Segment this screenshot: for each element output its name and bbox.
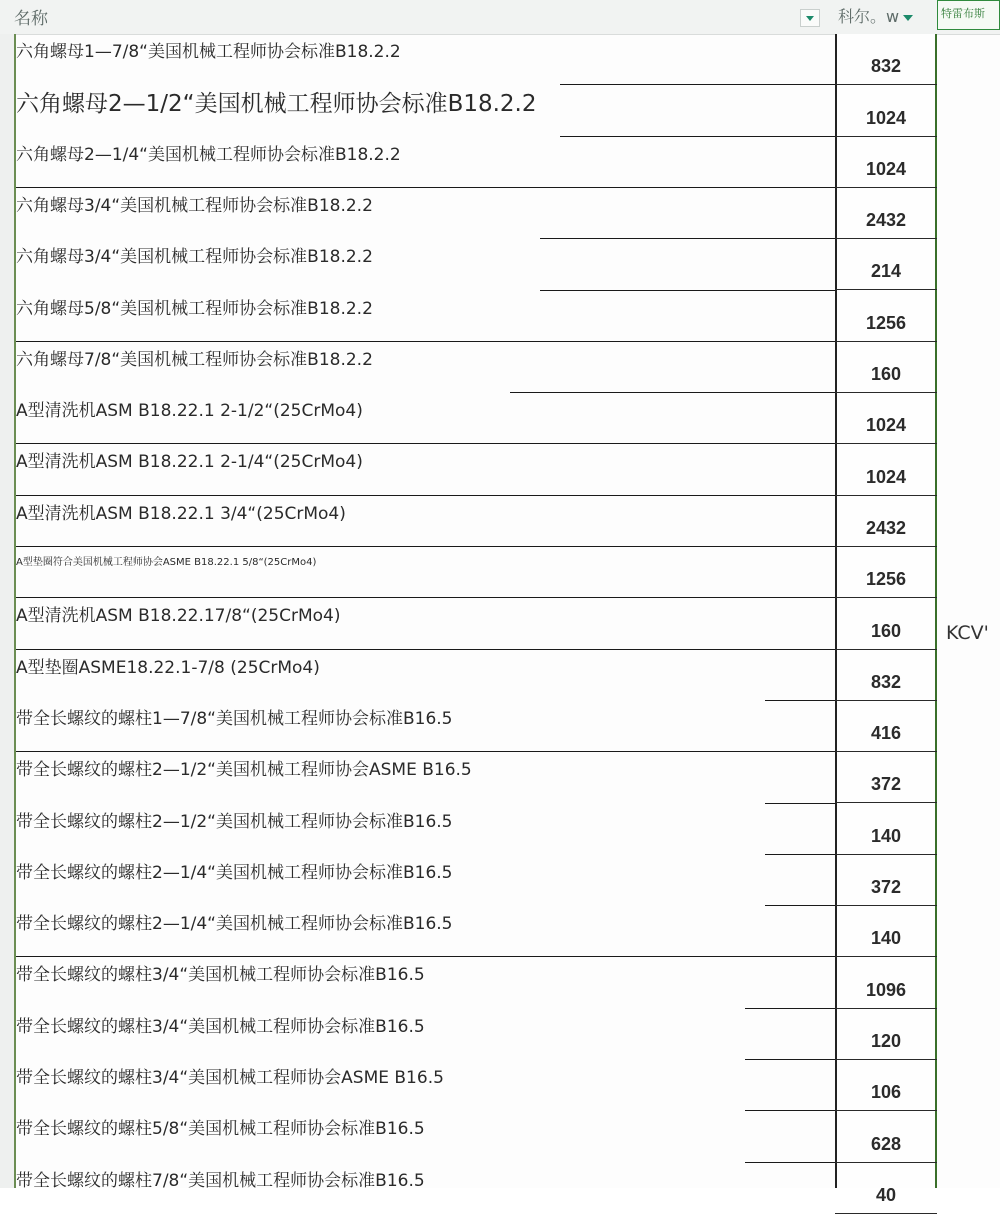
column-header-name[interactable]: 名称 [14, 9, 48, 29]
quantity-filter-dropdown-icon[interactable] [903, 15, 913, 21]
table-row[interactable] [16, 239, 936, 290]
row-divider [560, 84, 835, 85]
row-quantity-cell[interactable] [835, 855, 937, 906]
row-name-cell[interactable]: 六角螺母2—1/4“美国机械工程师协会标准B18.2.2 [16, 144, 401, 165]
row-quantity-cell[interactable] [835, 650, 937, 701]
row-quantity-cell[interactable] [835, 239, 937, 290]
row-quantity-cell[interactable] [835, 752, 937, 803]
quantity-value: 1024 [865, 466, 907, 487]
quantity-value: 372 [870, 877, 902, 898]
table-row[interactable] [16, 650, 936, 701]
row-quantity-cell[interactable] [835, 906, 937, 957]
quantity-value: 628 [870, 1133, 902, 1154]
name-filter-dropdown-icon[interactable] [800, 9, 820, 27]
table-row[interactable] [16, 1060, 936, 1111]
row-divider [560, 136, 835, 137]
row-name-cell[interactable]: 六角螺母1—7/8“美国机械工程师协会标准B18.2.2 [16, 42, 401, 62]
quantity-value: 140 [870, 825, 902, 846]
row-name-cell[interactable]: A型清洗机ASM B18.22.1 2-1/2“(25CrMo4) [16, 401, 363, 422]
row-quantity-cell[interactable] [835, 701, 937, 752]
row-name-cell[interactable]: A型清洗机ASM B18.22.1 2-1/4“(25CrMo4) [16, 452, 363, 473]
table-row[interactable] [16, 1009, 936, 1060]
quantity-value: 832 [870, 56, 902, 77]
row-quantity-cell[interactable] [835, 444, 937, 495]
row-name-cell[interactable]: 带全长螺纹的螺柱3/4“美国机械工程师协会标准B16.5 [16, 1016, 425, 1037]
row-name-cell[interactable]: 六角螺母3/4“美国机械工程师协会标准B18.2.2 [16, 247, 373, 268]
column-header-row [0, 0, 1000, 35]
table-row[interactable] [16, 34, 936, 85]
row-quantity-cell[interactable] [835, 547, 937, 598]
row-quantity-cell[interactable] [835, 85, 937, 136]
quantity-value: 1256 [865, 312, 907, 333]
row-divider [16, 443, 835, 444]
row-quantity-cell[interactable] [835, 188, 937, 239]
row-name-cell[interactable]: 带全长螺纹的螺柱2—1/2“美国机械工程师协会ASME B16.5 [16, 760, 472, 781]
quantity-value: 160 [870, 364, 902, 385]
row-name-cell[interactable]: 带全长螺纹的螺柱5/8“美国机械工程师协会标准B16.5 [16, 1119, 425, 1140]
column-header-extra[interactable]: 特雷布斯 [937, 0, 1000, 30]
row-quantity-cell[interactable] [835, 137, 937, 188]
row-quantity-cell[interactable] [835, 1060, 937, 1111]
row-divider [765, 803, 835, 804]
row-name-cell[interactable]: A型垫圈符合美国机械工程师协会ASME B18.22.1 5/8“(25CrMo4) [16, 557, 317, 568]
row-name-cell[interactable]: 带全长螺纹的螺柱3/4“美国机械工程师协会ASME B16.5 [16, 1068, 444, 1088]
quantity-value: 1096 [865, 979, 907, 1000]
row-divider [16, 597, 835, 598]
row-quantity-cell[interactable] [835, 1111, 937, 1162]
quantity-value: 2432 [865, 210, 907, 231]
row-name-cell[interactable]: 带全长螺纹的螺柱2—1/2“美国机械工程师协会标准B16.5 [16, 811, 453, 832]
row-gutter [0, 34, 14, 1188]
table-row[interactable] [16, 1163, 936, 1214]
row-divider [765, 854, 835, 855]
row-divider [540, 290, 835, 291]
row-divider [16, 495, 835, 496]
quantity-value: 1024 [865, 415, 907, 436]
row-quantity-cell[interactable] [835, 1163, 937, 1214]
row-quantity-cell[interactable] [835, 496, 937, 547]
quantity-value: 160 [870, 620, 902, 641]
table-row[interactable] [16, 752, 936, 803]
row-name-cell[interactable]: 六角螺母2—1/2“美国机械工程师协会标准B18.2.2 [16, 91, 537, 118]
row-name-cell[interactable]: 六角螺母7/8“美国机械工程师协会标准B18.2.2 [16, 349, 373, 370]
table-row[interactable] [16, 804, 936, 855]
row-divider [16, 649, 835, 650]
quantity-value: 1024 [865, 158, 907, 179]
row-name-cell[interactable]: 带全长螺纹的螺柱1—7/8“美国机械工程师协会标准B16.5 [16, 708, 453, 729]
row-quantity-cell[interactable] [835, 34, 937, 85]
table-row[interactable] [16, 496, 936, 547]
row-divider [765, 700, 835, 701]
table-row[interactable] [16, 1111, 936, 1162]
row-divider [16, 341, 835, 342]
table-row[interactable] [16, 855, 936, 906]
table-row[interactable] [16, 957, 936, 1008]
table-row[interactable] [16, 701, 936, 752]
table-row[interactable] [16, 85, 936, 136]
quantity-value: 2432 [865, 517, 907, 538]
table-row[interactable] [16, 342, 936, 393]
row-name-cell[interactable]: A型垫圈ASME18.22.1-7/8 (25CrMo4) [16, 657, 320, 678]
row-quantity-cell[interactable] [835, 291, 937, 342]
row-name-cell[interactable]: 带全长螺纹的螺柱2—1/4“美国机械工程师协会标准B16.5 [16, 862, 453, 883]
column-header-quantity[interactable] [838, 4, 913, 27]
quantity-header-label: 科尔。w [838, 7, 900, 26]
quantity-value: 1256 [865, 569, 907, 590]
row-divider [16, 751, 835, 752]
row-name-cell[interactable]: A型清洗机ASM B18.22.1 3/4“(25CrMo4) [16, 503, 346, 524]
row-quantity-cell[interactable] [835, 342, 937, 393]
row-name-cell[interactable]: 带全长螺纹的螺柱7/8“美国机械工程师协会标准B16.5 [16, 1170, 425, 1191]
quantity-value: 106 [870, 1082, 902, 1103]
side-column-text: KCV' [946, 622, 989, 644]
row-divider [745, 1059, 835, 1060]
quantity-value: 1024 [865, 107, 907, 128]
table-row[interactable] [16, 188, 936, 239]
row-name-cell[interactable]: 六角螺母3/4“美国机械工程师协会标准B18.2.2 [16, 195, 373, 216]
table-row[interactable] [16, 393, 936, 444]
quantity-value: 372 [870, 774, 902, 795]
row-divider [745, 1008, 835, 1009]
quantity-value: 140 [870, 928, 902, 949]
quantity-value: 214 [870, 261, 902, 282]
table-row[interactable] [16, 547, 936, 598]
quantity-value: 40 [875, 1184, 897, 1205]
row-name-cell[interactable]: 六角螺母5/8“美国机械工程师协会标准B18.2.2 [16, 298, 373, 319]
row-quantity-cell[interactable] [835, 804, 937, 855]
row-divider [510, 392, 835, 393]
table-row[interactable] [16, 291, 936, 342]
row-name-cell[interactable]: A型清洗机ASM B18.22.17/8“(25CrMo4) [16, 606, 341, 627]
row-divider [16, 956, 835, 957]
row-quantity-cell[interactable] [835, 957, 937, 1008]
row-quantity-cell[interactable] [835, 1009, 937, 1060]
row-divider [745, 1110, 835, 1111]
row-divider [16, 546, 835, 547]
row-quantity-cell[interactable] [835, 598, 937, 649]
row-quantity-cell[interactable] [835, 393, 937, 444]
quantity-value: 416 [870, 723, 902, 744]
table-row[interactable] [16, 137, 936, 188]
quantity-value: 120 [870, 1030, 902, 1051]
row-name-cell[interactable]: 带全长螺纹的螺柱2—1/4“美国机械工程师协会标准B16.5 [16, 914, 453, 935]
table-row[interactable] [16, 444, 936, 495]
row-divider [16, 187, 835, 188]
row-divider [765, 905, 835, 906]
row-divider [745, 1162, 835, 1163]
quantity-value: 832 [870, 671, 902, 692]
table-row[interactable] [16, 906, 936, 957]
row-name-cell[interactable]: 带全长螺纹的螺柱3/4“美国机械工程师协会标准B16.5 [16, 965, 425, 986]
table-row[interactable] [16, 598, 936, 649]
row-divider [540, 238, 835, 239]
